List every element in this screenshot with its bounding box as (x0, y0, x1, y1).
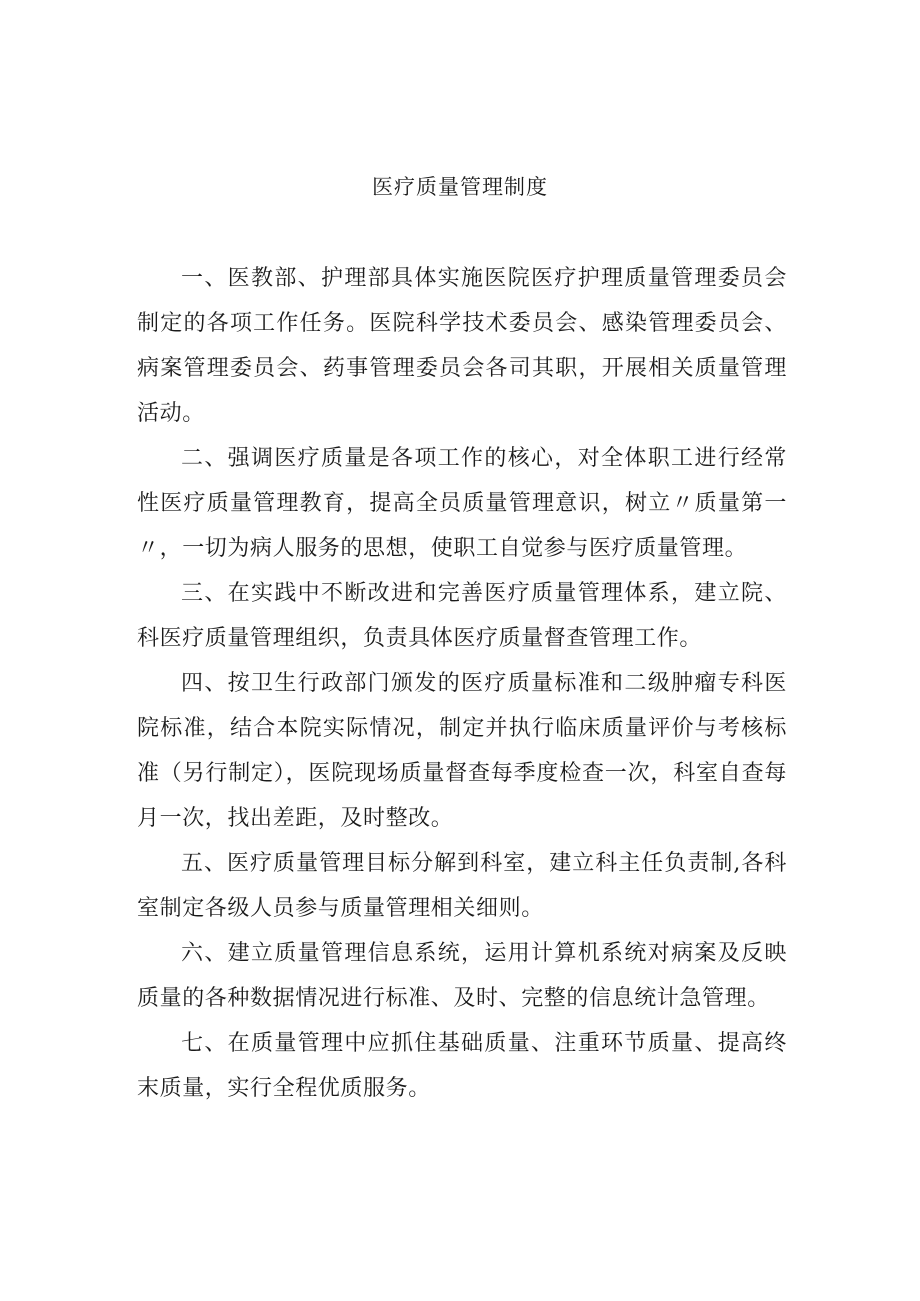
paragraph-5: 五、医疗质量管理目标分解到科室，建立科主任负责制,各科室制定各级人员参与质量管理相关细则。 (137, 851, 787, 921)
paragraph-3: 三、在实践中不断改进和完善医疗质量管理体系，建立院、科医疗质量管理组织，负责具体医疗质量督查管理工作。 (137, 581, 787, 651)
paragraph-1: 一、医教部、护理部具体实施医院医疗护理质量管理委员会制定的各项工作任务。医院科学技术委员会、感染管理委员会、病案管理委员会、药事管理委员会各司其职，开展相关质量管理活动。 (137, 266, 787, 426)
paragraph-7: 七、在质量管理中应抓住基础质量、注重环节质量、提高终末质量，实行全程优质服务。 (137, 1031, 787, 1101)
document-body (137, 256, 787, 1111)
paragraph-2: 二、强调医疗质量是各项工作的核心，对全体职工进行经常性医疗质量管理教育，提高全员质量管理意识，树立〃质量第一〃，一切为病人服务的思想，使职工自觉参与医疗质量管理。 (137, 446, 787, 561)
paragraph-4: 四、按卫生行政部门颁发的医疗质量标准和二级肿瘤专科医院标准，结合本院实际情况，制定并执行临床质量评价与考核标准（另行制定），医院现场质量督查每季度检查一次，科室自查每月一次，找出差距，及时整改。 (137, 671, 787, 831)
paragraph-6: 六、建立质量管理信息系统，运用计算机系统对病案及反映质量的各种数据情况进行标准、及时、完整的信息统计急管理。 (137, 941, 787, 1011)
document-title: 医疗质量管理制度 (372, 175, 548, 199)
